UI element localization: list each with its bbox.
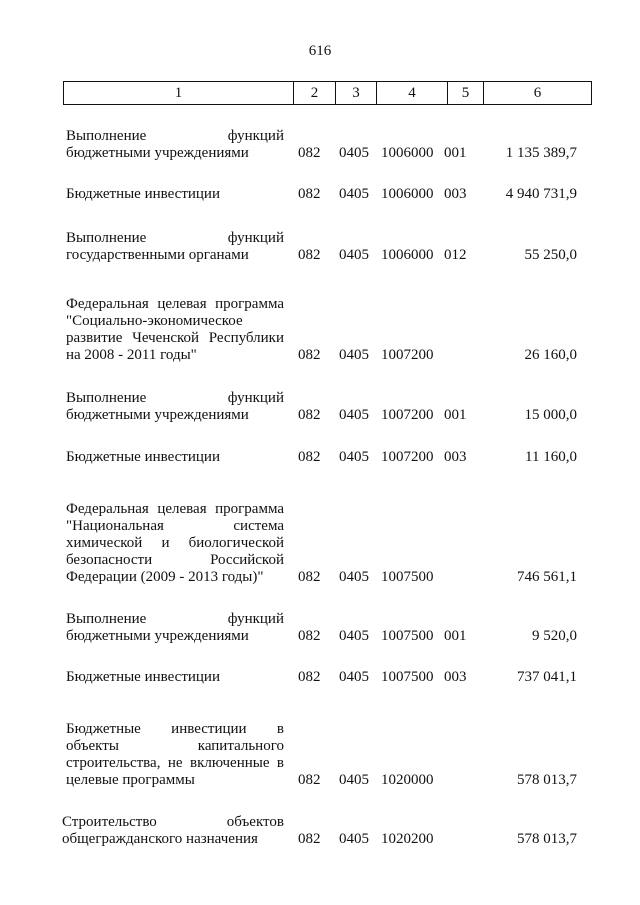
row-code-3: 0405 <box>339 145 369 161</box>
row-code-4: 1020200 <box>381 831 434 847</box>
table-row <box>0 813 640 848</box>
row-code-3: 0405 <box>339 569 369 585</box>
row-code-4: 1006000 <box>381 247 434 263</box>
row-name: Федеральная целевая программа "Социально-экономическое развитие Чеченской Республики на 2008 - 2011 годы" <box>66 296 284 363</box>
row-amount: 26 160,0 <box>524 347 577 363</box>
row-code-4: 1007500 <box>381 628 434 644</box>
row-amount: 55 250,0 <box>524 247 577 263</box>
table-row <box>0 500 640 586</box>
row-amount: 15 000,0 <box>524 407 577 423</box>
row-code-3: 0405 <box>339 347 369 363</box>
row-code-2: 082 <box>298 772 321 788</box>
row-code-5: 001 <box>444 407 467 423</box>
row-code-2: 082 <box>298 145 321 161</box>
column-header-row <box>64 82 592 105</box>
header-col-3: 3 <box>336 82 377 105</box>
row-name: Бюджетные инвестиции <box>66 186 220 202</box>
header-col-2: 2 <box>294 82 336 105</box>
row-amount: 578 013,7 <box>517 831 577 847</box>
header-col-1: 1 <box>64 82 294 105</box>
table-row <box>0 668 640 686</box>
row-code-4: 1007200 <box>381 347 434 363</box>
row-name: Выполнение функций бюджетными учреждениями <box>66 611 284 644</box>
row-code-2: 082 <box>298 628 321 644</box>
row-code-5: 003 <box>444 449 467 465</box>
page-number: 616 <box>308 43 332 59</box>
row-code-5: 001 <box>444 628 467 644</box>
row-code-3: 0405 <box>339 628 369 644</box>
row-code-2: 082 <box>298 247 321 263</box>
row-name: Выполнение функций государственными органами <box>66 230 284 263</box>
table-row <box>0 389 640 424</box>
row-amount: 746 561,1 <box>517 569 577 585</box>
row-code-5: 012 <box>444 247 467 263</box>
row-amount: 737 041,1 <box>517 669 577 685</box>
table-row <box>0 127 640 162</box>
row-code-4: 1020000 <box>381 772 434 788</box>
row-name: Строительство объектов общегражданского назначения <box>62 814 284 847</box>
row-code-2: 082 <box>298 407 321 423</box>
table-row <box>0 295 640 364</box>
row-code-3: 0405 <box>339 669 369 685</box>
row-amount: 578 013,7 <box>517 772 577 788</box>
row-name: Бюджетные инвестиции <box>66 449 220 465</box>
row-code-4: 1006000 <box>381 145 434 161</box>
row-code-2: 082 <box>298 347 321 363</box>
row-code-4: 1007500 <box>381 569 434 585</box>
row-amount: 11 160,0 <box>525 449 577 465</box>
row-code-5: 001 <box>444 145 467 161</box>
row-code-2: 082 <box>298 569 321 585</box>
row-code-3: 0405 <box>339 831 369 847</box>
row-amount: 4 940 731,9 <box>505 186 577 202</box>
row-code-3: 0405 <box>339 407 369 423</box>
row-code-5: 003 <box>444 186 467 202</box>
row-amount: 1 135 389,7 <box>505 145 577 161</box>
row-code-3: 0405 <box>339 449 369 465</box>
row-code-2: 082 <box>298 831 321 847</box>
column-header-table <box>63 81 592 105</box>
header-col-5: 5 <box>448 82 484 105</box>
row-name: Выполнение функций бюджетными учреждениями <box>66 390 284 423</box>
row-name: Бюджетные инвестиции в объекты капитального строительства, не включенные в целевые программы <box>66 721 284 788</box>
row-code-2: 082 <box>298 186 321 202</box>
row-name: Бюджетные инвестиции <box>66 669 220 685</box>
table-row <box>0 610 640 645</box>
table-row <box>0 448 640 466</box>
row-code-5: 003 <box>444 669 467 685</box>
row-code-4: 1007500 <box>381 669 434 685</box>
row-code-2: 082 <box>298 669 321 685</box>
header-col-4: 4 <box>377 82 448 105</box>
row-code-4: 1007200 <box>381 449 434 465</box>
row-code-3: 0405 <box>339 772 369 788</box>
row-amount: 9 520,0 <box>532 628 577 644</box>
row-code-4: 1007200 <box>381 407 434 423</box>
row-name: Выполнение функций бюджетными учреждениями <box>66 128 284 161</box>
table-row <box>0 720 640 789</box>
row-code-4: 1006000 <box>381 186 434 202</box>
row-code-3: 0405 <box>339 186 369 202</box>
row-code-3: 0405 <box>339 247 369 263</box>
row-code-2: 082 <box>298 449 321 465</box>
header-col-6: 6 <box>484 82 592 105</box>
table-row <box>0 185 640 203</box>
table-row <box>0 229 640 264</box>
row-name: Федеральная целевая программа "Национальная система химической и биологической безопасности Российской Федерации (2009 - 2013 годы)" <box>66 501 284 585</box>
